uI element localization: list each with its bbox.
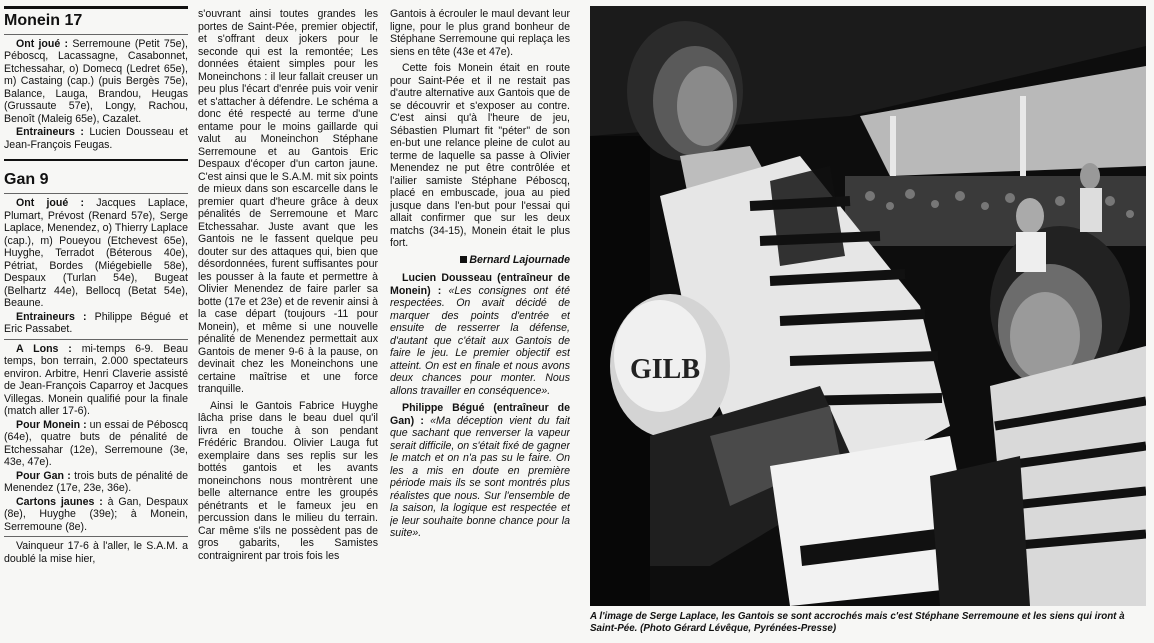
- pour-gan-text: trois buts de pénalité de Menendez (17e, 23e, 36e).: [4, 469, 188, 495]
- gan-scorers: [4, 470, 188, 495]
- gan-ont-joue-label: Ont joué :: [16, 197, 85, 210]
- byline: [390, 254, 570, 267]
- monein-entraineurs-text: Lucien Dousseau et Jean-François Feugas.: [4, 126, 188, 151]
- yellow-cards: [4, 496, 188, 534]
- quote-dousseau: [390, 272, 570, 397]
- monein-ont-joue-text: Serremoune (Petit 75e), Péboscq, Lacassagne, Casabonnet, Etchessahar, o) Domecq (Ledret 65e), m) Castaing (cap.) (puis Bergès 75e), Balance, Lauga, Brandou, Heugas (Grussaute 57e), Longy, Rachou, Benoît (Maleig 65e), Cazalet.: [4, 37, 188, 125]
- quote-speaker: Philippe Bégué (entraîneur de Gan) :: [390, 402, 570, 427]
- divider: [4, 536, 188, 537]
- article-lead: Vainqueur 17-6 à l'aller, le S.A.M. a doublé la mise hier,: [4, 540, 188, 565]
- pour-monein-text: un essai de Péboscq (64e), quatre buts de pénalité de Etchessahar (12e), Serremoune (3e, 43e, 47e).: [4, 418, 188, 469]
- cartons-label: Cartons jaunes :: [16, 495, 103, 508]
- monein-lineup: [4, 38, 188, 126]
- lineups-column: [4, 8, 188, 643]
- article-paragraph: s'ouvrant ainsi toutes grandes les portes de Saint-Pée, premier objectif, et s'offrant deux jokers pour le seconde qui est la remontée; Les données étaient simples pour les Moneinchons : il leur fallait creuser un peu plus l'écart d'enrée puis voir venir et s'attacher à défendre. Le schéma a donc été respecté au terme d'une entame pour le moins gaillarde qui valut au Moneinchon Stéphane Serremoune et au Gantois Eric Despaux d'écoper d'un carton jaune. C'est ainsi que le S.A.M. mit six points de mieux dans son escarcelle dans le premier quart d'heure grâce à deux pénalités de Serremoune et Marc Etchessahar. Juste avant que les Gantois ne le fassent quelque peu douter sur des attaques qui, bien que désordonnées, furent suffisantes pour les pousser à la faute et permettre à Olivier Menendez de faire parler sa botte (17e et 23e) et de revenir ainsi à la case départ (toujours -11 pour Monein), et même si une nouvelle pénalité de Menendez permettait aux Gantois de mener 9-6 à la pause, on devinait chez les Moneinchons une certaine maîtrise et une force tranquille.: [198, 8, 378, 395]
- match-info: [4, 343, 188, 418]
- monein-title: Monein 17: [4, 12, 83, 29]
- photo-caption: A l'image de Serge Laplace, les Gantois se sont accrochés mais c'est Stéphane Serremoune et les siens qui iront à Saint-Pée. (Photo Gérard Lévêque, Pyrénées-Presse): [590, 611, 1125, 634]
- divider: [4, 339, 188, 340]
- quote-text: «Les consignes ont été respectées. On avait décidé de marquer des points d'entrée et ensuite de resserrer la défense, d'autant que c'était aux Gantois de faire le jeu. Le premier objectif est atteint. On est en finale et nous avons deux chances pour monter. Nous allons travailler en conséquence».: [390, 284, 570, 397]
- article-column-middle: [198, 8, 378, 643]
- gan-lineup: [4, 197, 188, 310]
- monein-coaches: [4, 126, 188, 151]
- quote-speaker: Lucien Dousseau (entraîneur de Monein) :: [390, 272, 570, 297]
- monein-entraineurs-label: Entraineurs :: [16, 126, 84, 139]
- divider: [4, 159, 188, 161]
- divider: [4, 193, 188, 194]
- gan-ont-joue-text: Jacques Laplace, Plumart, Prévost (Renard 57e), Serge Laplace, Menendez, o) Thierry Laplace (cap.), m) Poueyou (Etchevest 65e), Huyghe, Terradot (Béterous 40e), Pétriat, Bordes (Miégebielle 58e), Despaux (Turlan 54e), Bugeat (Belhartz 44e), Bellocq (Betat 54e), Beaune.: [4, 197, 188, 310]
- cartons-text: à Gan, Despaux (8e), Huyghe (39e); à Monein, Serremoune (8e).: [4, 495, 188, 533]
- gan-title: Gan 9: [4, 171, 49, 189]
- article-paragraph: Gantois à écrouler le maul devant leur ligne, pour le plus grand bonheur de Stéphane Serremoune qui replaça les siens en tête (43e et 47e).: [390, 8, 570, 58]
- rugby-photo: [590, 6, 1146, 606]
- quote-text: «Ma déception vient du fait que sachant que renverser la vapeur serait difficile, on s'était fixé de gagner le match et on n'a pas su le faire. On les a mis en doute en première période mais ils se sont montrés plus réalistes que nous. Sur l'ensemble de la saison, la logique est respectée et je leur souhaite bonne chance pour la suite».: [390, 414, 570, 539]
- pour-monein-label: Pour Monein :: [16, 418, 87, 431]
- article-paragraph: Ainsi le Gantois Fabrice Huyghe lâcha prise dans le beau duel qu'il livra en touche à son pendant Frédéric Brandou. Olivier Lauga fut exemplaire dans ses replis sur les bottés gantois et les avants moneinchons nous montrèrent une belle alternance entre les groupés pénétrants et le fameux jeu en percussion dans le milieu du terrain. Car même s'ils ne possèdent pas de gros gabarits, les Samistes contraignirent par trois fois les: [198, 399, 378, 562]
- gan-entraineurs-text: Philippe Bégué et Eric Passabet.: [4, 310, 188, 336]
- ball-brand-text: GILB: [630, 354, 701, 385]
- monein-scorers: [4, 419, 188, 469]
- article-column-right: [390, 8, 570, 643]
- gan-coaches: [4, 311, 188, 336]
- divider: [4, 34, 188, 35]
- quote-begue: [390, 402, 570, 540]
- monein-ont-joue-label: Ont joué :: [16, 37, 69, 50]
- lons-label: A Lons :: [16, 342, 72, 355]
- byline-name: Bernard Lajournade: [469, 253, 570, 266]
- pour-gan-label: Pour Gan :: [16, 469, 71, 482]
- gan-entraineurs-label: Entraineurs :: [16, 310, 87, 323]
- square-bullet-icon: [460, 256, 467, 263]
- article-paragraph: Cette fois Monein était en route pour Saint-Pée et il ne restait pas d'autre alternative aux Gantois que de se découvrir et s'exposer au contre. C'est ainsi qu'à l'heure de jeu, Sébastien Plumart fit "péter" de son en-but une relance pleine de culot au terme de laquelle sa passe à Olivier Menendez ne put être contrôlée et l'ailier samiste Stéphane Péboscq, placé en embuscade, joua au pied jusque dans l'en-but pour l'essai qui allait confirmer que sur les deux matchs (34-15), Monein était le plus fort.: [390, 62, 570, 249]
- rugby-photo-illustration: [590, 6, 1146, 606]
- lons-text: mi-temps 6-9. Beau temps, bon terrain, 2.000 spectateurs environ. Arbitre, Henri Claverie assisté de Jean-François Caparroy et Jacques Villegas. Monein qualifié pour la finale (match aller 17-6).: [4, 342, 188, 418]
